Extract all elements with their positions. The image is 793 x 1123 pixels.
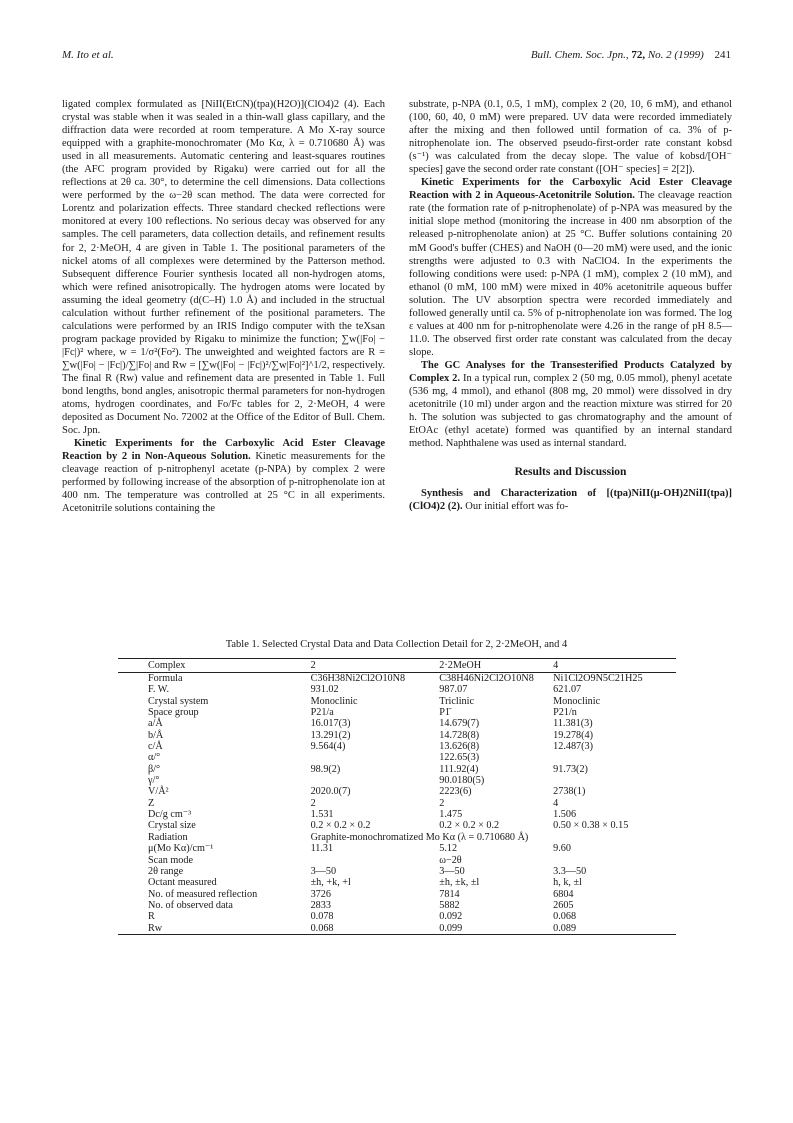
table-cell: Octant measured (148, 877, 217, 889)
table-cell (311, 855, 440, 866)
table-cell: h, k, ±l (553, 877, 582, 889)
table-cell: 987.07 (439, 684, 468, 696)
crystal-data-table (118, 658, 676, 935)
table-cell: C38H46Ni2Cl2O10N8 (439, 673, 534, 684)
table-cell: Dc/g cm⁻³ (148, 809, 192, 821)
table-caption: Table 1. Selected Crystal Data and Data Collection Detail for 2, 2·2MeOH, and 4 (225, 639, 568, 650)
table-cell: 2833 (310, 899, 331, 911)
table-cell: α/° (148, 752, 161, 764)
table-cell: Crystal size (148, 820, 196, 832)
table-row (118, 911, 676, 922)
paragraph (409, 359, 732, 450)
table-cell: ±h, +k, +l (310, 877, 351, 889)
table-cell: 9.60 (553, 843, 571, 855)
table-cell: ω−2θ (439, 854, 462, 866)
table-cell: 1.531 (310, 809, 334, 821)
paragraph: ligated complex formulated as [NiII(EtCN)(tpa)(H2O)](ClO4)2 (4). Each crystal was stable when it was sealed in a thin-wall glass capillary, and the diffraction data were recorded at room temperature. A Mo X-ray source equipped with a graphite-monochromater (Mo Kα, λ = 0.710680 Å) was used in all measurements. Automatic centering and least-squares routines (the AFC program provided by Rigaku) were carried out for all the reflections at 2θ ca. 30°, to determine the cell dimensions. Data collections were performed by the ω−2θ scan method. The data were corrected for Lorentz and polarization effects. Three standard checked reflections were monitored at every 100 reflections. No serious decay was observed for any samples. The cell parameters, data collection details, and refinement results for 2, 2·MeOH, 4 are given in Table 1. The positional parameters of the nickel atoms of all complexes were determined by the Patterson method. Subsequent difference Fourier synthesis located all non-hydrogen atoms, which were refined anisotropically. The hydrogen atoms were located by assuming the ideal geometry (d(C–H) 1.0 Å) and included in the structual calculation without further refinement of the positional parameters. The calculations were performed by an IRIS Indigo computer with the teXsan program package provided by Rigaku to minimize the function; ∑w(|Fo| − |Fc|)² where, w = 1/σ²(Fo²). The unweighted and weighted factors are R = ∑w(|Fo| − |Fc|)/∑|Fo| and Rw = [∑w(|Fo| − |Fc|)²/∑w|Fo|²]^1/2, respectively. The final R (Rw) value and refinement data are presented in Table 1. Full bond lengths, bond angles, anisotropic thermal parameters for non-hydrogen atoms, hydrogen coordinates, and Fo/Fc tables for 2, 2·MeOH, 4 were deposited as Document No. 72002 at the Office of the Editor of Bull. Chem. Soc. Jpn. (62, 99, 385, 437)
table-cell (311, 752, 440, 763)
table-cell: ±h, ±k, ±l (439, 877, 480, 889)
table-cell: 11.31 (310, 843, 334, 855)
table-cell (553, 855, 676, 866)
table-cell: a/Å (148, 718, 163, 730)
table-cell: μ(Mo Kα)/cm⁻¹ (148, 843, 214, 855)
table-cell: Radiation (148, 831, 188, 843)
table-cell: 621.07 (553, 684, 582, 696)
table-row (118, 900, 676, 911)
table-cell: 0.2 × 0.2 × 0.2 (310, 820, 371, 832)
table-cell: P21/a (310, 707, 334, 719)
table-row (118, 820, 676, 831)
table-row (118, 752, 676, 763)
table-cell: Monoclinic (310, 695, 358, 707)
table-cell: 6804 (553, 888, 574, 900)
table-cell: 19.278(4) (553, 729, 594, 741)
table-cell: 0.068 (553, 911, 577, 923)
table-cell: 5.12 (439, 843, 458, 855)
table-cell: 5882 (439, 899, 460, 911)
table-cell: Scan mode (148, 854, 193, 866)
table-row (118, 798, 676, 809)
table-cell: 2 (439, 797, 445, 809)
table-cell: 0.068 (310, 922, 334, 934)
table-cell: 90.0180(5) (439, 775, 485, 787)
table-row (118, 832, 676, 843)
table-row (118, 764, 676, 775)
table-cell: 11.381(3) (553, 718, 593, 730)
column-header: 4 (553, 659, 676, 673)
header-authors: M. Ito et al. (62, 49, 114, 61)
subsection-heading: The GC Analyses for the Transesterified Products Catalyzed by Complex 2. (409, 359, 732, 384)
table-row (118, 718, 676, 729)
column-header: 2·2MeOH (439, 659, 553, 673)
table-cell: γ/° (148, 775, 160, 787)
table-cell: 2020.0(7) (310, 786, 351, 798)
table-cell: 9.564(4) (310, 741, 346, 753)
table-header-row (118, 659, 676, 673)
table-cell: 0.092 (439, 911, 463, 923)
table-cell: 2223(6) (439, 786, 472, 798)
table-cell: 14.679(7) (439, 718, 480, 730)
table-cell: 2605 (553, 899, 574, 911)
table-cell: 0.078 (310, 911, 334, 923)
paragraph (409, 176, 732, 359)
subsection-heading: Kinetic Experiments for the Carboxylic Acid Ester Cleavage Reaction by 2 in Non-Aqueous Solution. (62, 438, 385, 463)
paragraph-body: Kinetic measurements for the cleavage reaction of p-nitrophenyl acetate (p-NPA) by complex 2 were performed by following increase of the absorption of p-nitrophenolate ion at 400 nm. The temperature was controlled at 25 °C in all experiments. Acetonitrile solutions containing the (62, 451, 386, 515)
table-cell (553, 775, 676, 786)
right-column (409, 98, 732, 513)
table-cell: F. W. (148, 684, 169, 696)
table-row (118, 866, 676, 877)
paragraph (409, 487, 732, 513)
table-cell: 0.2 × 0.2 × 0.2 (439, 820, 500, 832)
table-row (118, 809, 676, 820)
running-header (62, 49, 731, 65)
subsection-heading: Kinetic Experiments for the Carboxylic Acid Ester Cleavage Reaction with 2 in Aqueous-Acetonitrile Solution. (409, 177, 732, 202)
paragraph-body: In a typical run, complex 2 (50 mg, 0.05 mmol), phenyl acetate (536 mg, 4 mmol), and ethanol (808 mg, 20 mmol) were dissolved in dry acetonitrile (10 ml) under argon and the reaction mixture was stirred for 20 h. The solution was subjected to gas chromatography and the amount of EtOAc (ethyl acetate) formed was quantified by an internal standard method. Naphthalene was used as internal standard. (409, 372, 733, 450)
table-cell: 3726 (310, 888, 331, 900)
table-cell: Rw (148, 922, 163, 934)
table-cell: C36H38Ni2Cl2O10N8 (310, 673, 406, 684)
table-cell: 0.099 (439, 922, 463, 934)
table-cell: c/Å (148, 741, 163, 753)
paragraph-body: The cleavage reaction rate (the formation rate of p-nitrophenolate) of p-NPA was measured by the initial slope method (monitoring the increase in 400 nm absorption of the released p-nitrophenolate anion) at 25 °C. Buffer solutions containing 20 mM Good's buffer (CHES) and NaOH (0—20 mM) were used, and the ionic strengths were adjusted to 0.3 with NaClO4. In the experiments the following conditions were used: p-NPA (1 mM), complex 2 (10 mM), and ethanol (0 mM, 100 mM) were mixed in 40% acetonitrile aqueous buffer solution. The UV absorption spectra were recorded immediately and followed generally until ca. 5% of p-nitrophenolate ion was formed. The log ε values at 400 nm for p-nitrophenolate were 4.26 in the range of pH 8.5—11.0. The observed first order rate constant was calculated from the decay slope. (409, 190, 732, 358)
table-cell: 3—50 (439, 865, 465, 877)
radiation-cell: Graphite-monochromatized Mo Kα (λ = 0.710680 Å) (310, 831, 529, 843)
paragraph (62, 437, 385, 515)
table-row (118, 673, 676, 685)
header-journal: Bull. Chem. Soc. Jpn., (530, 49, 629, 61)
table-cell: Formula (148, 673, 183, 684)
table-cell: 4 (553, 797, 559, 809)
table-row (118, 684, 676, 695)
table-cell: P21/n (553, 707, 577, 719)
header-issue: No. 2 (1999) (647, 49, 704, 61)
paragraph: substrate, p-NPA (0.1, 0.5, 1 mM), complex 2 (20, 10, 6 mM), and ethanol (100, 60, 40, 0 mM) were prepared. UV data were recorded immediately after the mixing and then followed until formation of ca. 3% of p-nitrophenolate ion. The observed pseudo-first-order rate constant kobsd (s⁻¹) was calculated from the decay slope. The value of kobsd/[OH⁻ species] gave the second order rate constant ([OH⁻ species] = 2[2]). (409, 99, 732, 176)
table-cell: 0.089 (553, 922, 577, 934)
table-row (118, 707, 676, 718)
table-row (118, 877, 676, 888)
table-cell: 3—50 (310, 865, 337, 877)
table-cell: 7814 (439, 888, 460, 900)
table-cell: Space group (148, 707, 199, 719)
table-cell: Monoclinic (553, 695, 601, 707)
table-cell: 2738(1) (553, 786, 586, 798)
table-cell: No. of observed data (148, 899, 233, 911)
table-cell: 98.9(2) (310, 763, 341, 775)
left-column (62, 98, 385, 516)
table-cell: Crystal system (148, 695, 209, 707)
table-row (118, 923, 676, 934)
table-cell: No. of measured reflection (148, 888, 258, 900)
table-cell: Triclinic (439, 695, 474, 707)
column-header: Complex (118, 659, 311, 673)
table-cell: R (148, 911, 155, 923)
paragraph-body: Our initial effort was fo- (465, 501, 569, 513)
table-cell: 2θ range (148, 865, 184, 877)
table-cell: β/° (148, 763, 161, 775)
table-cell: 931.02 (310, 684, 339, 696)
table-row (118, 843, 676, 854)
column-header: 2 (311, 659, 440, 673)
table-cell: Z (148, 797, 155, 809)
table-cell: 111.92(4) (439, 763, 479, 775)
table-row (118, 855, 676, 866)
table-row (118, 741, 676, 752)
header-volume: 72, (631, 49, 646, 61)
table-cell: 13.626(8) (439, 741, 480, 753)
table-row (118, 786, 676, 797)
table-cell: 16.017(3) (310, 718, 351, 730)
table-cell: 14.728(8) (439, 729, 480, 741)
table-cell (311, 775, 440, 786)
table-cell: b/Å (148, 729, 164, 741)
table-row (118, 889, 676, 900)
section-heading: Results and Discussion (514, 466, 627, 479)
table-cell: 122.65(3) (439, 752, 480, 764)
table-cell: P1̄ (439, 707, 451, 719)
table-cell: 2 (310, 797, 316, 809)
header-citation (531, 49, 731, 61)
subsection-heading: Synthesis and Characterization of [(tpa)NiII(μ-OH)2NiII(tpa)](ClO4)2 (2). (409, 488, 732, 513)
table-cell: Ni1Cl2O9N5C21H25 (553, 673, 643, 684)
table-row (118, 775, 676, 786)
table-cell: V/Å² (148, 786, 169, 798)
table-cell: 91.73(2) (553, 763, 588, 775)
table-cell: 3.3—50 (553, 865, 587, 877)
table-cell: 12.487(3) (553, 741, 594, 753)
table-cell: 1.506 (553, 809, 577, 821)
table-cell: 1.475 (439, 809, 463, 821)
table-row (118, 730, 676, 741)
table-row (118, 696, 676, 707)
table-cell (553, 752, 676, 763)
table-cell: 0.50 × 0.38 × 0.15 (553, 820, 629, 832)
table-cell: 13.291(2) (310, 729, 351, 741)
page-number: 241 (714, 49, 731, 61)
